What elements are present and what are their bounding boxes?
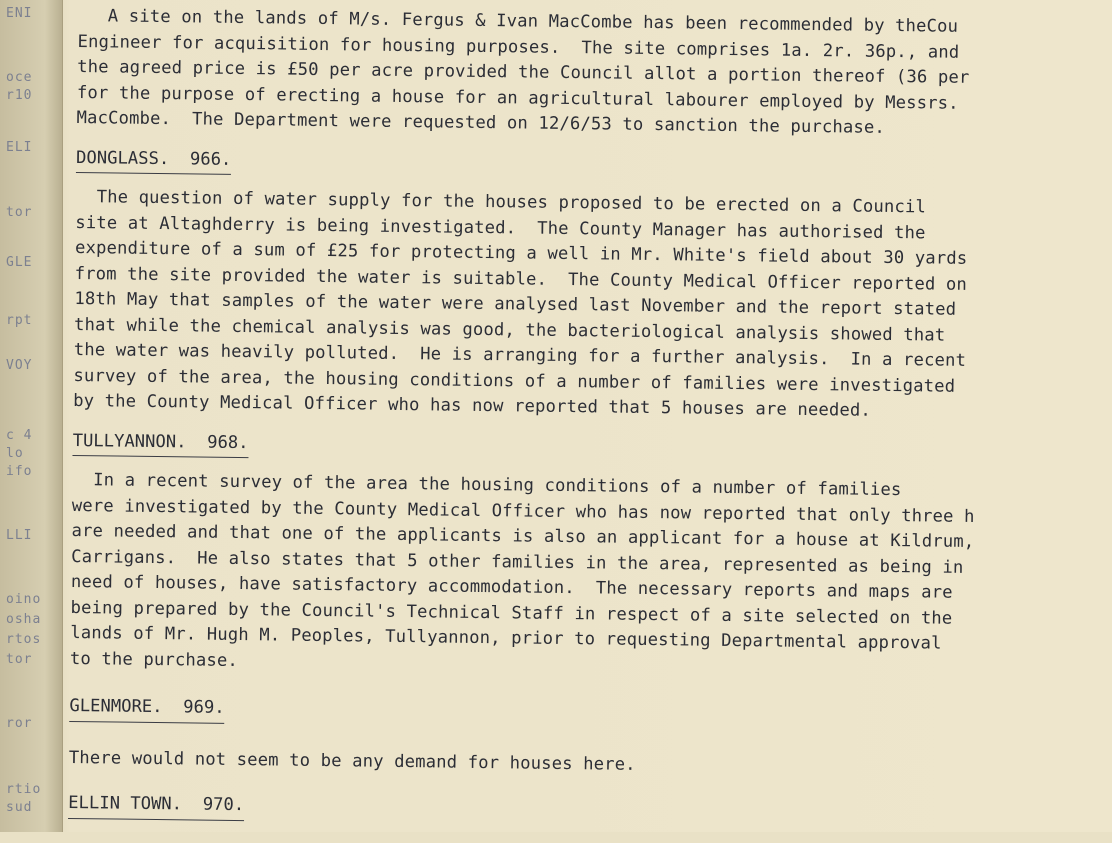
margin-fragment: ifo <box>6 464 33 479</box>
section-body <box>70 468 1106 685</box>
text-line: by the County Medical Officer who has now reported that 5 houses are needed. <box>73 390 872 421</box>
margin-fragment: VOY <box>6 358 33 373</box>
margin-fragment: osha <box>6 612 42 627</box>
margin-fragment: oce <box>6 70 33 85</box>
section-heading: ELLIN TOWN. 970. <box>68 791 244 821</box>
margin-fragment: tor <box>6 205 33 220</box>
text-line: site at Altaghderry is being investigated. The County Manager has authorised the <box>75 212 926 243</box>
margin-fragment: c 4 <box>6 428 33 443</box>
margin-fragment: r10 <box>6 88 33 103</box>
text-line: the water was heavily polluted. He is arranging for a further analysis. In a recent <box>73 339 967 371</box>
margin-fragment: sud <box>6 800 33 815</box>
facing-page-margin <box>0 0 63 832</box>
margin-fragment: ELI <box>6 140 33 155</box>
text-line: The question of water supply for the houses proposed to be erected on a Council <box>75 186 927 218</box>
text-line: There would not seem to be any demand for houses here. <box>68 747 636 775</box>
margin-fragment: tor <box>6 652 33 667</box>
text-line: from the site provided the water is suitable. The County Medical Officer reported on <box>74 263 968 295</box>
intro-paragraph <box>76 4 1111 144</box>
text-line: that while the chemical analysis was good, the bacteriological analysis showed that <box>73 314 946 346</box>
text-line: A site on the lands of M/s. Fergus & Ivan MacCombe has been recommended by theCou <box>107 6 959 37</box>
margin-fragment: ror <box>6 716 33 731</box>
section-heading: TULLYANNON. 968. <box>72 428 248 458</box>
margin-fragment: ENI <box>6 6 33 21</box>
text-line: are needed and that one of the applicants is also an applicant for a house at Kildrum, <box>71 520 975 552</box>
margin-fragment: lo <box>6 446 24 461</box>
text-line: need of houses, have satisfactory accommodation. The necessary reports and maps are <box>70 571 953 603</box>
text-line: Engineer for acquisition for housing purposes. The site comprises 1a. 2r. 36p., and <box>77 31 960 63</box>
text-line: were investigated by the County Medical Officer who has now reported that only three h <box>71 495 975 527</box>
typed-report <box>68 4 1112 843</box>
margin-fragment: LLI <box>6 528 33 543</box>
text-line: In a recent survey of the area the housing conditions of a number of families <box>72 469 902 501</box>
text-line: to the purchase. <box>69 648 239 671</box>
margin-fragment: oino <box>6 592 42 607</box>
text-line: Carrigans. He also states that 5 other families in the area, represented as being in <box>71 546 964 578</box>
section-heading: GLENMORE. 969. <box>69 694 225 723</box>
margin-fragment: rtio <box>6 782 42 797</box>
text-line: for the purpose of erecting a house for an agricultural labourer employed by Messrs. <box>76 82 959 114</box>
margin-fragment: GLE <box>6 255 33 270</box>
section-body <box>73 185 1110 427</box>
text-line: survey of the area, the housing conditions of a number of families were investigated <box>73 365 956 397</box>
text-line: lands of Mr. Hugh M. Peoples, Tullyannon, prior to requesting Departmental approval <box>70 622 942 654</box>
text-line: 18th May that samples of the water were analysed last November and the report stated <box>74 288 957 320</box>
margin-fragment: rpt <box>6 313 33 328</box>
text-line: expenditure of a sum of £25 for protecting a well in Mr. White's field about 30 yards <box>74 237 968 269</box>
text-line: being prepared by the Council's Technical Staff in respect of a site selected on the <box>70 597 953 629</box>
text-line: the agreed price is £50 per acre provided the Council allot a portion thereof (36 per <box>77 56 970 88</box>
text-line: MacCombe. The Department were requested on 12/6/53 to sanction the purchase. <box>76 107 885 138</box>
section-heading: DONGLASS. 966. <box>76 145 232 174</box>
margin-fragment: rtos <box>6 632 42 647</box>
